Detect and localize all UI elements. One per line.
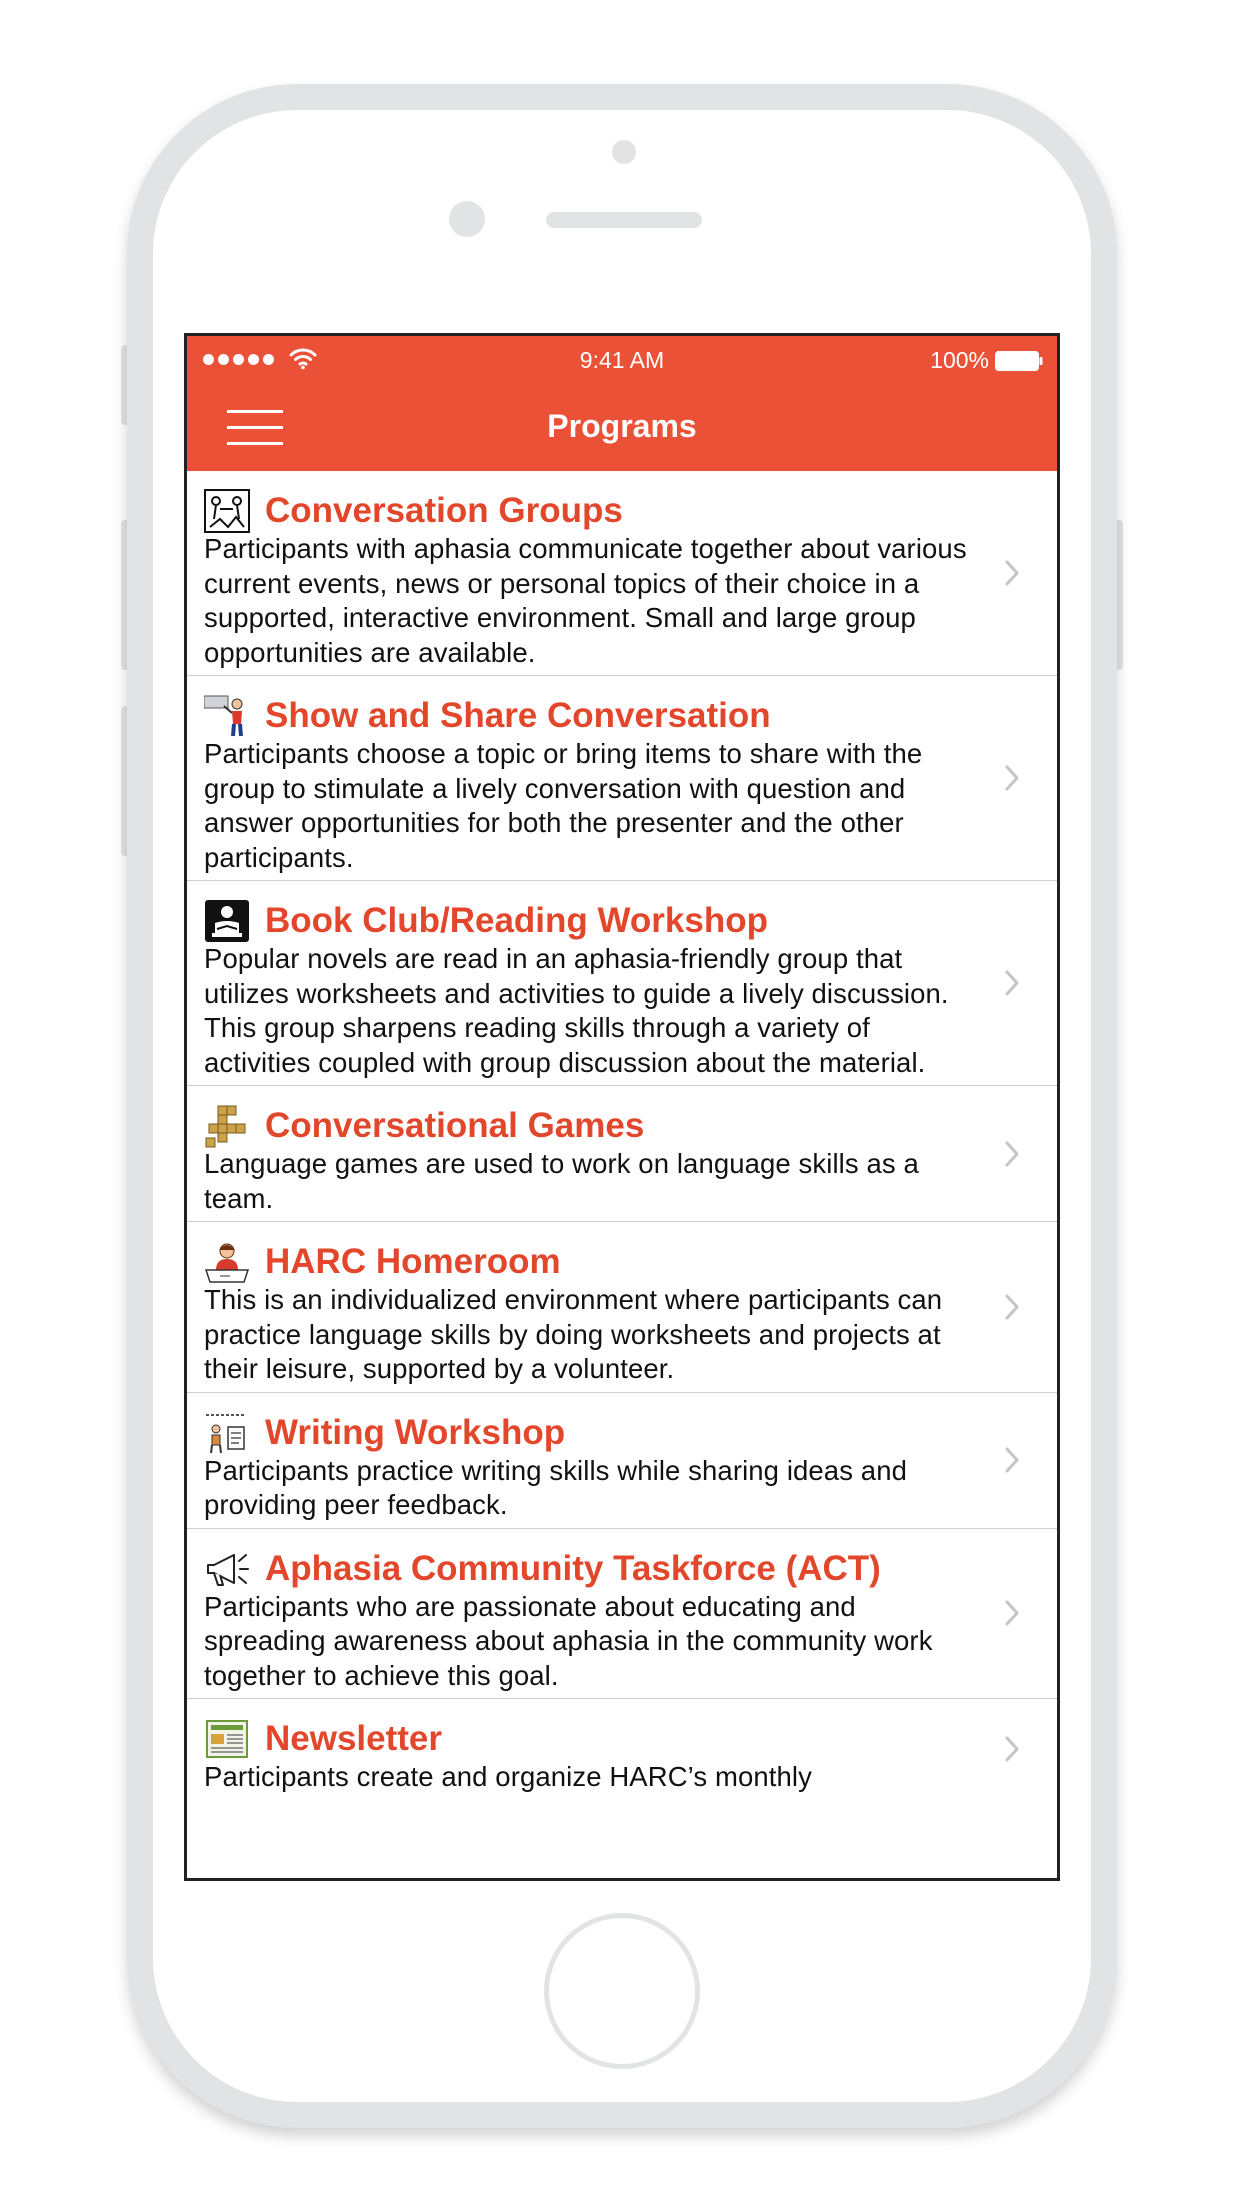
program-title: Writing Workshop <box>265 1412 566 1452</box>
program-title: Newsletter <box>265 1719 443 1758</box>
proximity-sensor <box>612 140 636 164</box>
status-time: 9:41 AM <box>579 347 665 373</box>
megaphone-icon <box>204 1547 250 1591</box>
program-title: Conversation Groups <box>265 491 623 530</box>
program-row-conversational-games[interactable] <box>187 1086 1057 1222</box>
chevron-right-icon <box>1005 1141 1019 1167</box>
navigation-bar <box>187 386 1057 471</box>
program-description: This is an individualized environment where participants can practice language skills by doing worksheets and projects at their leisure, supported by a volunteer. <box>204 1284 943 1384</box>
newsletter-icon <box>204 1717 250 1761</box>
program-description: Participants choose a topic or bring items to share with the group to stimulate a lively conversation with question and answer opportunities for both the presenter and the other participants. <box>204 738 923 873</box>
program-row-harc-homeroom[interactable] <box>187 1222 1057 1393</box>
program-description: Participants who are passionate about educating and spreading awareness about aphasia in the community work together to achieve this goal. <box>204 1590 933 1691</box>
program-description: Participants practice writing skills while sharing ideas and providing peer feedback. <box>204 1454 907 1520</box>
conversation-people-icon <box>204 489 250 533</box>
programs-list <box>187 471 1057 1800</box>
battery-icon <box>995 351 1043 371</box>
writing-icon <box>204 1411 250 1455</box>
program-title: Aphasia Community Taskforce (ACT) <box>265 1548 881 1588</box>
chevron-right-icon <box>1005 560 1019 586</box>
chevron-right-icon <box>1005 765 1019 791</box>
chevron-right-icon <box>1005 970 1019 996</box>
program-description: Participants with aphasia communicate together about various current events, news or personal topics of their choice in a supported, interactive environment. Small and large group opportunities are available. <box>204 533 967 668</box>
program-description: Language games are used to work on language skills as a team. <box>204 1148 919 1214</box>
reading-icon <box>204 899 250 943</box>
program-row-writing-workshop[interactable] <box>187 1393 1057 1529</box>
program-description: Participants create and organize HARC’s monthly <box>204 1761 812 1792</box>
status-bar <box>187 336 1057 386</box>
program-description: Popular novels are read in an aphasia-friendly group that utilizes worksheets and activities to guide a lively discussion. This group sharpens reading skills through a variety of activities coupled with group discussion about the material. <box>204 943 949 1078</box>
front-camera <box>449 201 485 237</box>
program-title: HARC Homeroom <box>265 1242 561 1281</box>
program-title: Book Club/Reading Workshop <box>265 901 768 940</box>
program-row-act[interactable] <box>187 1529 1057 1700</box>
program-row-conversation-groups[interactable] <box>187 471 1057 676</box>
chevron-right-icon <box>1005 1736 1019 1762</box>
chevron-right-icon <box>1005 1294 1019 1320</box>
top-bar <box>187 336 1057 471</box>
program-title: Conversational Games <box>265 1106 645 1145</box>
student-desk-icon <box>204 1240 250 1284</box>
home-button[interactable] <box>544 1913 700 2069</box>
presenter-icon <box>204 694 250 738</box>
battery-percentage: 100% <box>930 347 989 373</box>
word-tiles-icon <box>204 1104 250 1148</box>
earpiece-speaker <box>546 212 702 228</box>
program-row-newsletter[interactable] <box>187 1699 1057 1800</box>
app-screen <box>184 333 1060 1881</box>
page-title: Programs <box>547 408 697 444</box>
program-title: Show and Share Conversation <box>265 696 771 735</box>
chevron-right-icon <box>1005 1447 1019 1473</box>
program-row-show-and-share[interactable] <box>187 676 1057 881</box>
program-row-book-club[interactable] <box>187 881 1057 1086</box>
chevron-right-icon <box>1005 1600 1019 1626</box>
